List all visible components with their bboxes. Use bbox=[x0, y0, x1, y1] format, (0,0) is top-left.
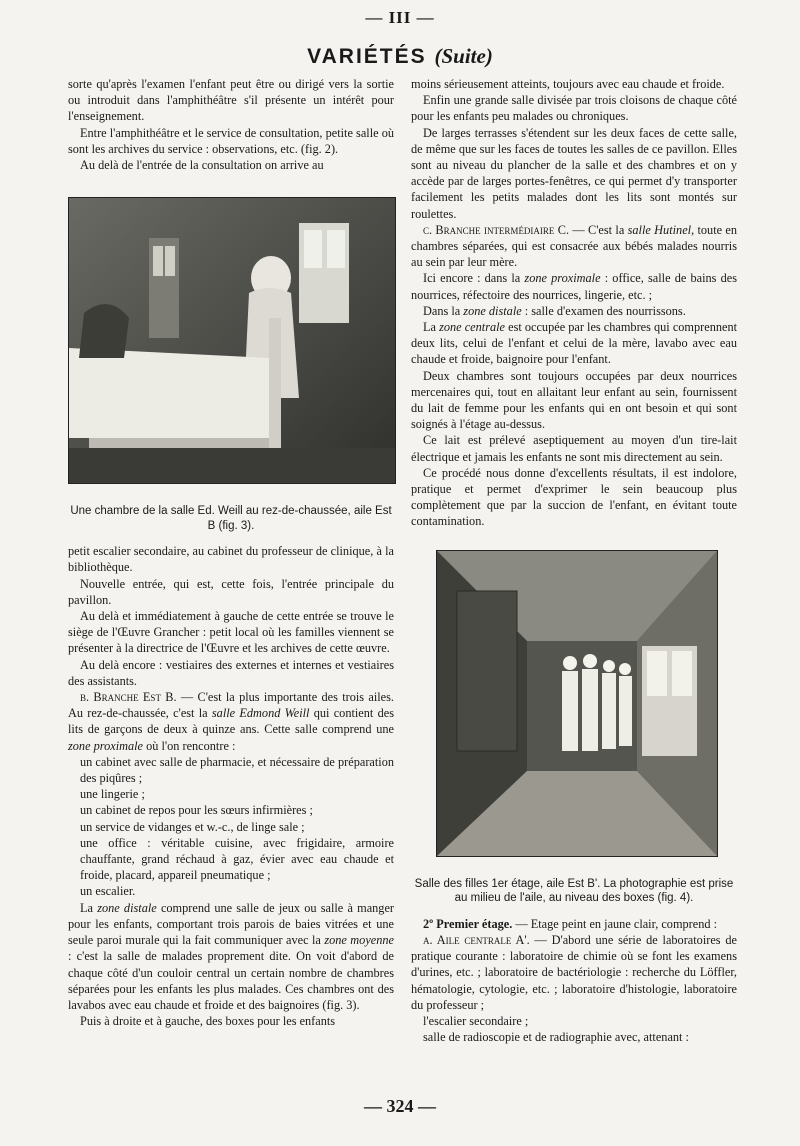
list-item: un cabinet avec salle de pharmacie, et nécessaire de préparation des piqûres ; bbox=[80, 754, 394, 786]
page-number-roman: — III — bbox=[365, 8, 435, 27]
zone-name: zone centrale bbox=[439, 320, 506, 335]
list-item: un escalier. bbox=[80, 884, 136, 899]
section-heading: 2º Premier étage. bbox=[423, 916, 513, 931]
paragraph: petit escalier secondaire, au cabinet du professeur de clinique, à la bibliothèque. bbox=[68, 544, 394, 575]
text-run: : office, salle de bains des nourrices, réfectoire des nourrices, lingerie, etc. ; bbox=[411, 271, 737, 302]
paragraph bbox=[411, 916, 737, 932]
zone-name: zone proximale bbox=[524, 271, 601, 286]
text-run: — C'est la bbox=[569, 222, 628, 237]
page-number: — 324 — bbox=[364, 1096, 436, 1116]
text-run: : c'est la salle de malades proprement dite. On voit d'abord de chaque côté d'un couloir central un certain nombre de chambres séparées pour les enfants les plus malades. Ces chambres ont des lavabos avec eau chaude et froide et des baignoires (fig. 3). bbox=[68, 949, 394, 1012]
paragraph: l'escalier secondaire ; bbox=[423, 1013, 529, 1028]
section-label: a. Aile centrale A'. bbox=[423, 932, 530, 947]
paragraph: Au delà de l'entrée de la consultation on arrive au bbox=[80, 158, 324, 173]
paragraph: moins sérieusement atteints, toujours avec eau chaude et froide. bbox=[411, 77, 725, 91]
figure-4-caption: Salle des filles 1er étage, aile Est B'. La photographie est prise au milieu de l'aile, au niveau des boxes (fig. 4). bbox=[414, 877, 734, 905]
left-column bbox=[68, 76, 394, 1029]
paragraph bbox=[68, 689, 394, 754]
title-suffix: (Suite) bbox=[434, 44, 493, 68]
list-item: un cabinet de repos pour les sœurs infirmières ; bbox=[80, 803, 313, 818]
paragraph bbox=[411, 303, 737, 319]
text-run: — Etage peint en jaune clair, comprend : bbox=[512, 916, 718, 931]
section-label: c. Branche intermédiaire C. bbox=[423, 222, 570, 237]
figure-3-photo bbox=[68, 197, 396, 484]
paragraph: Ce lait est prélevé aseptiquement au moyen d'un tire-lait électrique et jamais les enfants ne sont mis directement au sein. bbox=[411, 433, 737, 464]
text-run: est occupée par les chambres qui comprennent deux lits, celui de l'enfant et celui de la mère, lavabo avec eau chaude et froide, baignoire pour l'enfant. bbox=[411, 320, 738, 367]
paragraph: Au delà et immédiatement à gauche de cette entrée se trouve le siège de l'Œuvre Grancher : petit local où les familles viennent se présenter à la directrice de l'Œuvre et les archives de cette œuvre. bbox=[68, 609, 394, 656]
paragraph: Entre l'amphithéâtre et le service de consultation, petite salle où sont les archives du service : observations, etc. (fig. 2). bbox=[68, 125, 394, 156]
title-main: VARIÉTÉS bbox=[307, 45, 427, 68]
ward-room-photo-image bbox=[69, 198, 395, 483]
paragraph bbox=[411, 319, 737, 368]
paragraph: Puis à droite et à gauche, des boxes pour les enfants bbox=[80, 1014, 336, 1029]
paragraph: salle de radioscopie et de radiographie avec, attenant : bbox=[423, 1030, 689, 1045]
section-label: b. Branche Est B. bbox=[80, 690, 177, 705]
text-run: : salle d'examen des nourrissons. bbox=[521, 303, 686, 318]
text-run: , toute en chambres séparées, qui est consacrée aux bébés malades nourris au sein par leur mère. bbox=[411, 222, 738, 270]
text-run: La bbox=[80, 900, 98, 915]
paragraph: Ce procédé nous donne d'excellents résultats, il est indolore, pratique et permet d'exprimer le sein beaucoup plus complètement que par la succion de l'enfant, en évitant toute contamination. bbox=[411, 465, 737, 529]
room-name: salle Edmond Weill bbox=[211, 706, 310, 721]
figure-3-caption: Une chambre de la salle Ed. Weill au rez-de-chaussée, aile Est B (fig. 3). bbox=[70, 505, 392, 532]
paragraph: sorte qu'après l'examen l'enfant peut être ou dirigé vers la sortie ou introduit dans l'amphithéâtre s'il présente un intérêt pour l'enseignement. bbox=[68, 77, 394, 124]
paragraph: De larges terrasses s'étendent sur les deux faces de cette salle, de même que sur les faces de toutes les salles de ce pavillon. Elles sont au niveau du plancher de la salle et des chambres et on y accède par de larges portes-fenêtres, ce qui permet d'y transporter facilement les petits malades dont les lits sont montés sur roulettes. bbox=[411, 125, 737, 221]
text-run: Dans la bbox=[423, 303, 464, 318]
room-name: salle Hutinel bbox=[627, 222, 692, 237]
paragraph bbox=[68, 900, 394, 1013]
list-item: une office : véritable cuisine, avec frigidaire, armoire chauffante, grand réchaud à gaz, évier avec eau chaude et froide, placard, appareil pneumatique ; bbox=[80, 835, 394, 883]
text-run: — D'abord une série de laboratoires de pratique courante : laboratoire de chimie où se font les examens d'urines, etc. ; laboratoire de bactériologie : recherche du Löffler, hématologie, cytologie, etc. ; laboratoire d'histologie, laboratoire du professeur ; bbox=[411, 932, 738, 1012]
text-run: La bbox=[423, 320, 440, 335]
paragraph: Au delà encore : vestiaires des externes et internes et vestiaires des assistants. bbox=[68, 657, 394, 688]
text-run: qui contient des lits de garçons de deux à quinze ans. Cette salle comprend une bbox=[68, 706, 394, 737]
text-run: où l'on rencontre : bbox=[143, 738, 236, 753]
list-item: un service de vidanges et w.-c., de linge sale ; bbox=[80, 819, 305, 834]
zone-name: zone distale bbox=[97, 900, 157, 915]
paragraph: Deux chambres sont toujours occupées par deux nourrices mercenaires qui, tout en allaitant leur enfant au sein, fournissent du lait de femme pour les enfants qui en ont besoin et qui sont soignés à l'étage au-dessus. bbox=[411, 368, 737, 432]
running-title bbox=[0, 44, 800, 69]
paragraph bbox=[411, 222, 737, 271]
paragraph bbox=[411, 270, 737, 302]
zone-name: zone moyenne bbox=[324, 933, 394, 948]
paragraph: Nouvelle entrée, qui est, cette fois, l'entrée principale du pavillon. bbox=[68, 576, 394, 607]
zone-name: zone proximale bbox=[68, 738, 144, 753]
text-run: comprend une salle de jeux ou salle à manger pour les enfants, comportant trois parois de baies vitrées et une seule paroi murale qui la fait communiquer avec la bbox=[68, 900, 395, 948]
right-column bbox=[411, 76, 737, 1045]
text-run: Ici encore : dans la bbox=[423, 271, 525, 286]
list-item: une lingerie ; bbox=[80, 787, 145, 802]
girls-ward-photo-image bbox=[437, 551, 717, 856]
zone-name: zone distale bbox=[463, 303, 522, 318]
figure-4-photo bbox=[436, 550, 718, 857]
paragraph bbox=[411, 932, 737, 1013]
text-run: — C'est la plus importante des trois ailes. Au rez-de-chaussée, c'est la bbox=[68, 690, 394, 721]
paragraph: Enfin une grande salle divisée par trois cloisons de chaque côté pour les enfants peu malades ou chroniques. bbox=[411, 93, 737, 124]
